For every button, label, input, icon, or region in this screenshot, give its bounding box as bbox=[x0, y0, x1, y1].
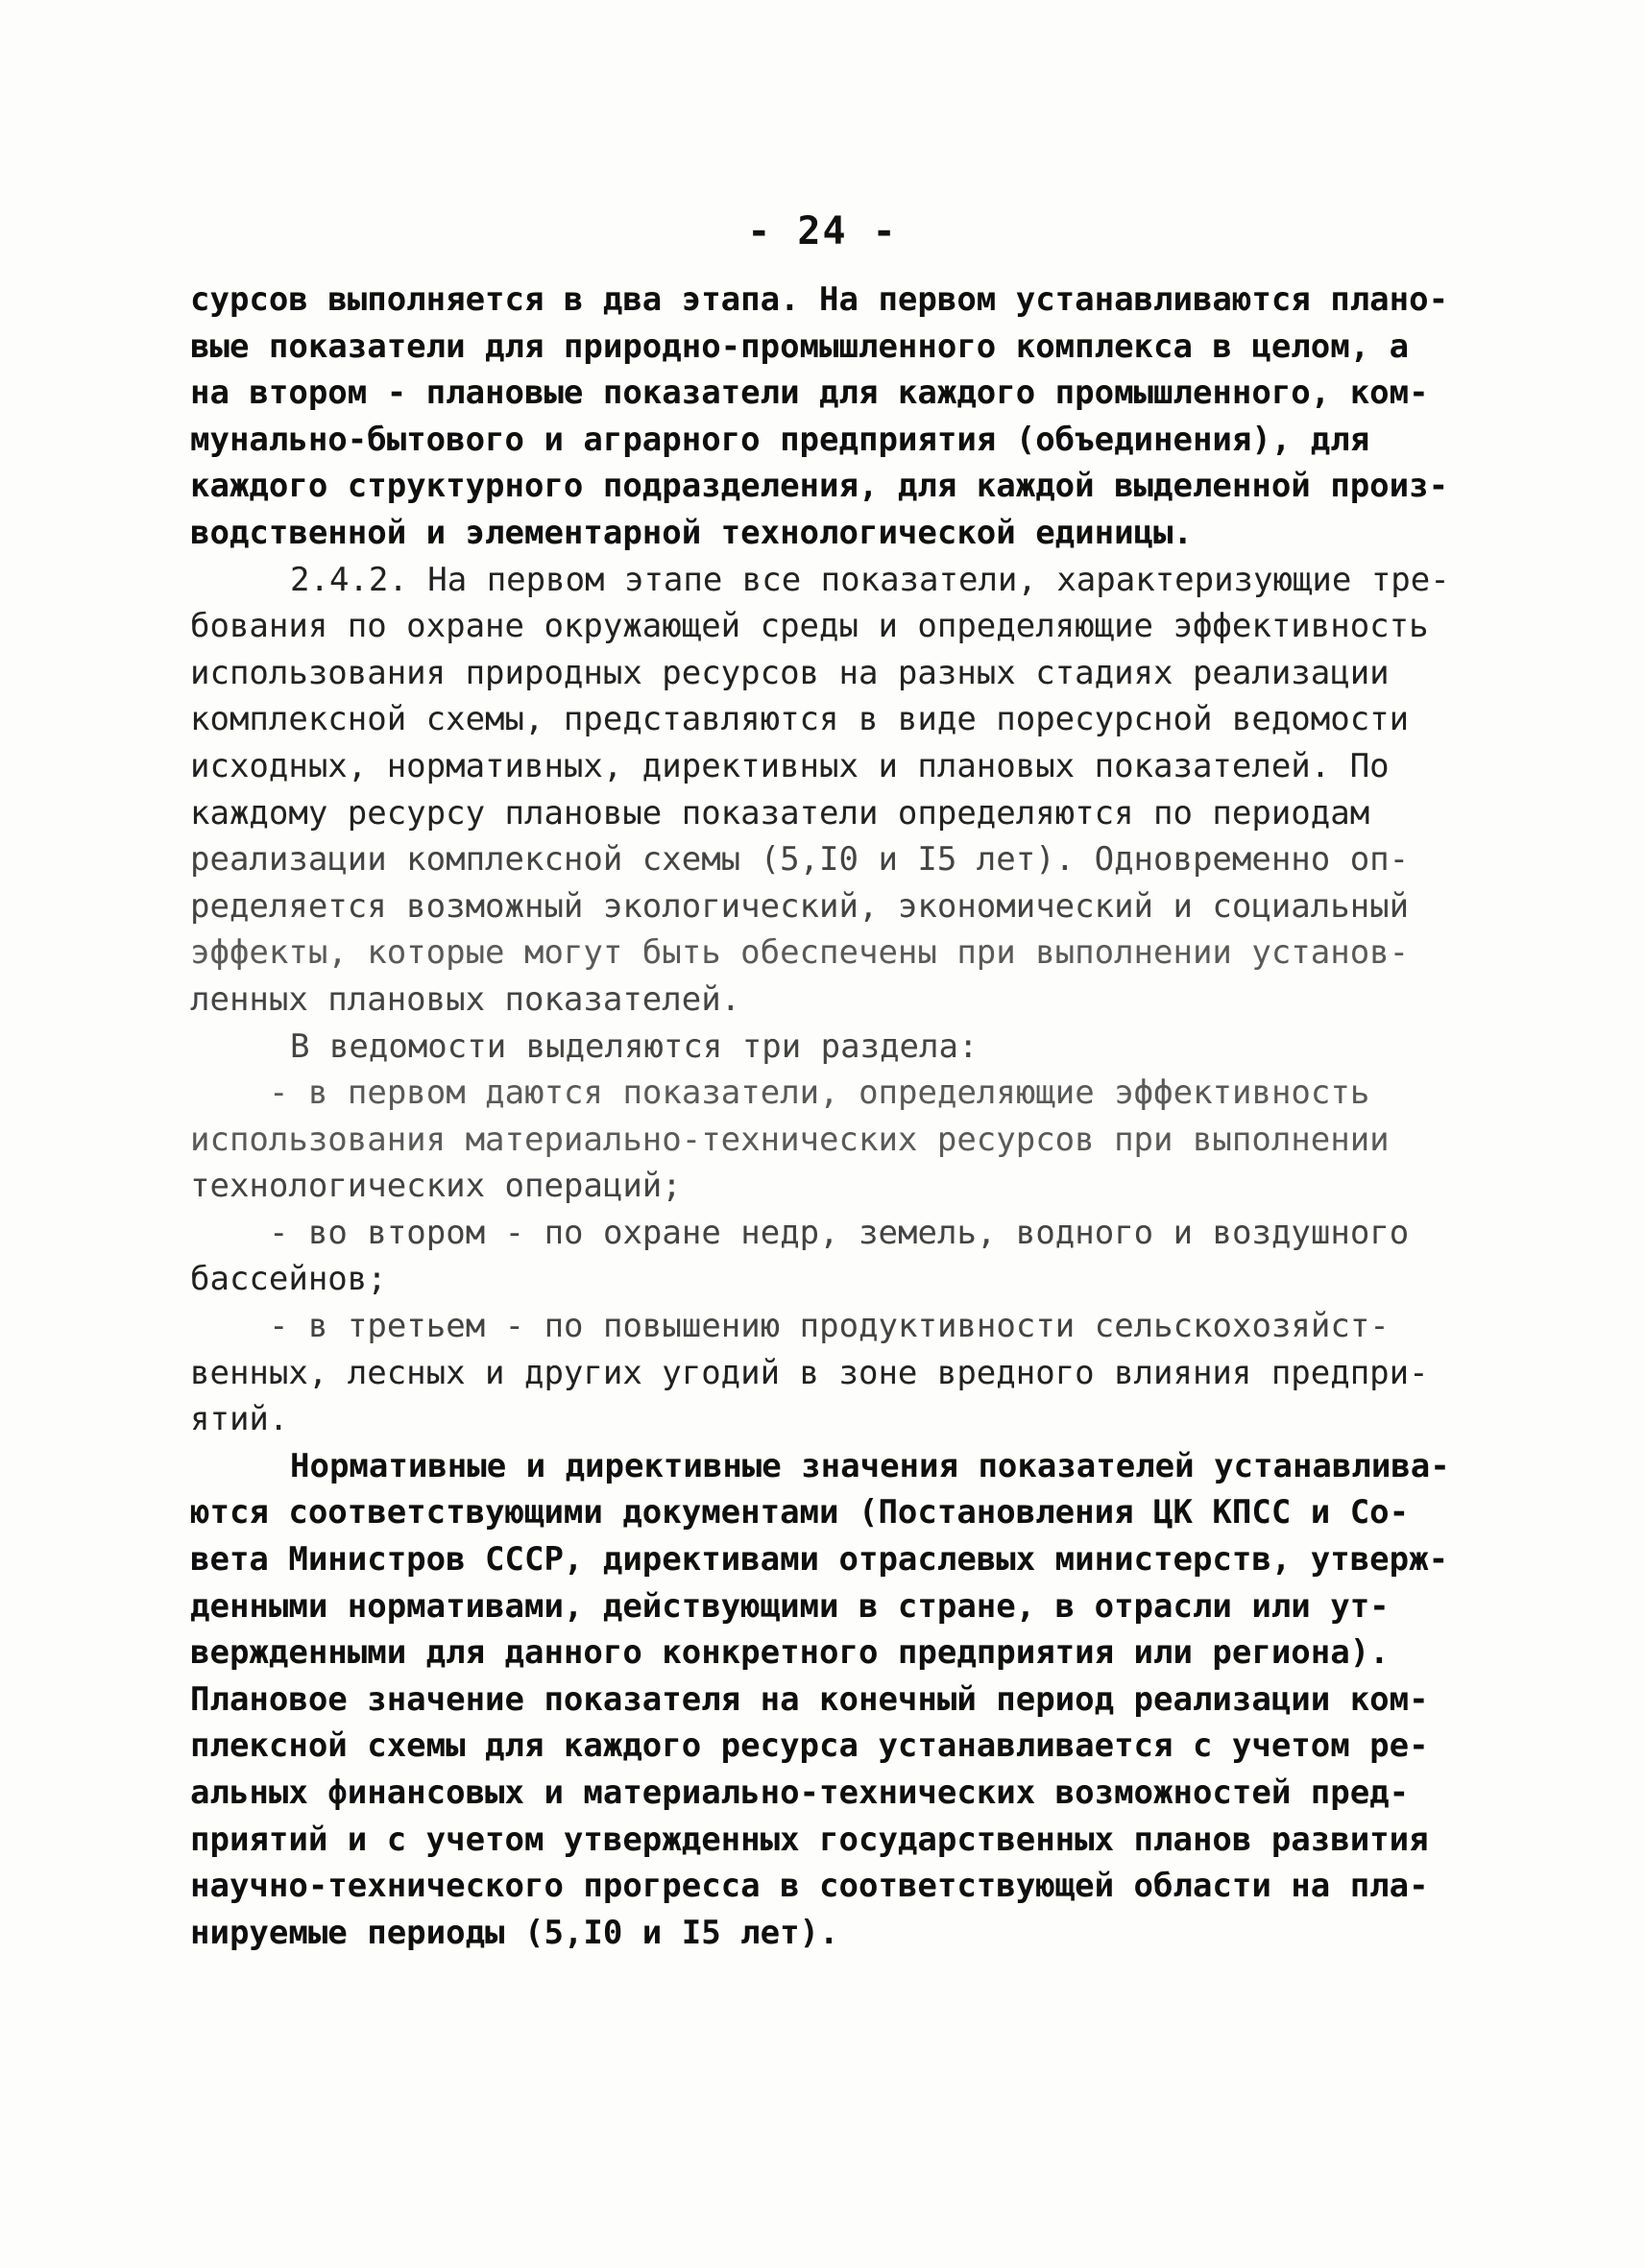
page-number: - 24 - bbox=[747, 209, 898, 253]
text-line: венных, лесных и других угодий в зоне вредного влияния предпри- bbox=[190, 1353, 1429, 1392]
text-line: эффекты, которые могут быть обеспечены при выполнении установ- bbox=[190, 933, 1410, 973]
text-line: на втором - плановые показатели для каждого промышленного, ком- bbox=[190, 374, 1429, 413]
text-line: технологических операций; bbox=[190, 1167, 682, 1206]
text-line: мунально-бытового и аграрного предприятия (объединения), для bbox=[190, 420, 1370, 459]
text-line: - в третьем - по повышению продуктивности сельскохозяйст- bbox=[269, 1307, 1390, 1346]
text-line: ленных плановых показателей. bbox=[190, 979, 741, 1019]
text-line: вета Министров СССР, директивами отраслевых министерств, утверж- bbox=[190, 1540, 1449, 1580]
text-line: альных финансовых и материально-технических возможностей пред- bbox=[190, 1773, 1410, 1812]
text-line: бования по охране окружающей среды и определяющие эффективность bbox=[190, 607, 1429, 646]
text-line: денными нормативами, действующими в стране, в отрасли или ут- bbox=[190, 1586, 1390, 1626]
text-line: Нормативные и директивные значения показателей устанавлива- bbox=[290, 1446, 1450, 1485]
text-line: В ведомости выделяются три раздела: bbox=[290, 1026, 979, 1066]
text-line: вые показатели для природно-промышленного комплекса в целом, а bbox=[190, 326, 1410, 366]
text-line: использования природных ресурсов на разных стадиях реализации bbox=[190, 653, 1390, 692]
text-line: комплексной схемы, представляются в виде поресурсной ведомости bbox=[190, 700, 1410, 739]
text-line: ределяется возможный экологический, экономический и социальный bbox=[190, 886, 1410, 926]
body-text bbox=[190, 277, 1458, 1956]
text-line: реализации комплексной схемы (5,I0 и I5 лет). Одновременно оп- bbox=[190, 840, 1410, 880]
text-line: вержденными для данного конкретного предприятия или региона). bbox=[190, 1633, 1390, 1673]
text-line: 2.4.2. На первом этапе все показатели, характеризующие тре- bbox=[290, 560, 1450, 599]
text-line: плексной схемы для каждого ресурса устанавливается с учетом ре- bbox=[190, 1726, 1429, 1766]
text-line: - во втором - по охране недр, земель, водного и воздушного bbox=[269, 1213, 1410, 1252]
text-line: нируемые периоды (5,I0 и I5 лет). bbox=[190, 1913, 839, 1952]
text-line: - в первом даются показатели, определяющие эффективность bbox=[269, 1074, 1370, 1113]
text-line: бассейнов; bbox=[190, 1260, 387, 1299]
text-line: каждого структурного подразделения, для каждой выделенной произ- bbox=[190, 467, 1449, 506]
text-line: ются соответствующими документами (Постановления ЦК КПСС и Со- bbox=[190, 1493, 1410, 1532]
text-line: Плановое значение показателя на конечный период реализации ком- bbox=[190, 1679, 1429, 1719]
text-line: ятий. bbox=[190, 1400, 289, 1439]
text-line: водственной и элементарной технологической единицы. bbox=[190, 513, 1193, 552]
text-line: исходных, нормативных, директивных и плановых показателей. По bbox=[190, 746, 1390, 785]
text-line: научно-технического прогресса в соответствующей области на пла- bbox=[190, 1867, 1429, 1906]
text-line: сурсов выполняется в два этапа. На первом устанавливаются плано- bbox=[190, 280, 1449, 319]
text-line: использования материально-технических ресурсов при выполнении bbox=[190, 1120, 1390, 1159]
text-line: каждому ресурсу плановые показатели определяются по периодам bbox=[190, 793, 1370, 832]
text-line: приятий и с учетом утвержденных государственных планов развития bbox=[190, 1820, 1429, 1859]
